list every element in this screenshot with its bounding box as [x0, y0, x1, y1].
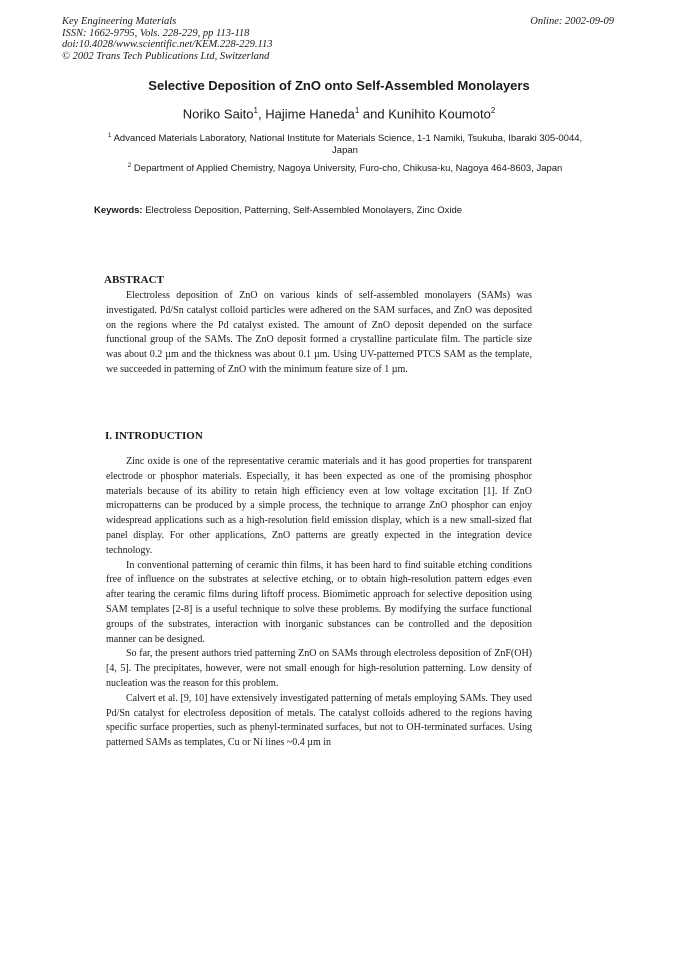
author-name: Kunihito Koumoto [388, 106, 491, 122]
author-name: Hajime Haneda [265, 106, 355, 122]
author-affil-mark: 1 [354, 106, 360, 115]
affiliation-mark: 2 [127, 162, 132, 169]
author-affil-mark: 1 [253, 106, 258, 115]
abstract-heading: ABSTRACT [104, 274, 164, 286]
doi-link[interactable]: doi:10.4028/www.scientific.net/KEM.228-229.113 [62, 39, 273, 50]
affiliation [100, 160, 590, 175]
copyright-line: © 2002 Trans Tech Publications Ltd, Switzerland [62, 50, 270, 62]
author-affil-mark: 2 [490, 106, 496, 115]
intro-paragraph: Calvert et al. [9, 10] have extensively investigated patterning of metals employing SAMs. They used Pd/Sn catalyst for electroless deposition of metals. The catalyst colloids adhered to the regions having specific surface properties, such as phenyl-terminated surfaces, but not to OH-terminated surfaces. Using patterned SAMs as templates, Cu or Ni lines ~0.4 µm in [106, 692, 532, 749]
author-name: Noriko Saito [182, 106, 254, 122]
online-date: Online: 2002-09-09 [530, 16, 614, 27]
affiliation [100, 130, 590, 157]
affiliation-text: Advanced Materials Laboratory, National Institute for Materials Science, 1-1 Namiki, Tsukuba, Ibaraki 305-0044, Japan [113, 133, 583, 157]
introduction-body [106, 455, 532, 751]
journal-name: Key Engineering Materials [62, 16, 177, 27]
affiliation-text: Department of Applied Chemistry, Nagoya University, Furo-cho, Chikusa-ku, Nagoya 464-8603, Japan [133, 163, 563, 175]
affiliation-mark: 1 [107, 132, 112, 139]
intro-paragraph: In conventional patterning of ceramic thin films, it has been hard to find suitable etching conditions free of influence on the substrates at selective etching, or to obtain high-resolution pattern edges even after tearing the ceramic films during liftoff process. Biomimetic approach for selective deposition using SAM templates [2-8] is a useful technique to solve these problems. By modifying the surface functional groups of the substrates, interaction with inorganic substances can be controlled and the deposition manner can be designed. [106, 559, 532, 645]
abstract-body [106, 289, 532, 378]
introduction-heading: I. INTRODUCTION [105, 430, 203, 442]
keywords [94, 205, 462, 216]
author-list: Noriko Saito$^1$, Hajime Haneda$^1$ and Kunihito Koumoto$^2$ [182, 106, 496, 122]
keywords-text: Electroless Deposition, Patterning, Self-Assembled Monolayers, Zinc Oxide [145, 205, 463, 216]
issn-line: ISSN: 1662-9795, Vols. 228-229, pp 113-118 [62, 27, 250, 39]
intro-paragraph: Zinc oxide is one of the representative ceramic materials and it has good properties for transparent electrode or phosphor materials. Especially, it has been expected as one of the promising phosphor materials because of its ability to retain high efficiency even at low voltage excitation [1]. If ZnO micropatterns can be produced by a simple process, the technique to arrange ZnO phosphor can enjoy widespread applications such as a high-resolution field emission display, which is a new small-sized flat panel display. For other applications, ZnO patterns are greatly expected in the integration device technology. [106, 456, 532, 556]
paper-title: Selective Deposition of ZnO onto Self-Assembled Monolayers [148, 78, 530, 93]
running-header [62, 16, 272, 62]
abstract-paragraph: Electroless deposition of ZnO on various kinds of self-assembled monolayers (SAMs) was investigated. Pd/Sn catalyst colloid particles were adhered on the SAM surfaces, and ZnO was deposited on the regions where the Pd catalyst existed. The amount of ZnO deposit depended on the surface functional group of the SAMs. The ZnO deposit formed a crystalline particulate film. The particle size was about 0.2 µm and the thickness was about 0.1 µm. Using UV-patterned PTCS SAM as the template, we succeeded in patterning of ZnO with the minimum feature size of 1 µm. [106, 290, 532, 375]
intro-paragraph: So far, the present authors tried patterning ZnO on SAMs through electroless deposition of ZnF(OH) [4, 5]. The precipitates, however, were not small enough for high-resolution patterning. Low density of nucleation was the reason for this problem. [106, 648, 532, 689]
keywords-label: Keywords: [94, 205, 143, 216]
